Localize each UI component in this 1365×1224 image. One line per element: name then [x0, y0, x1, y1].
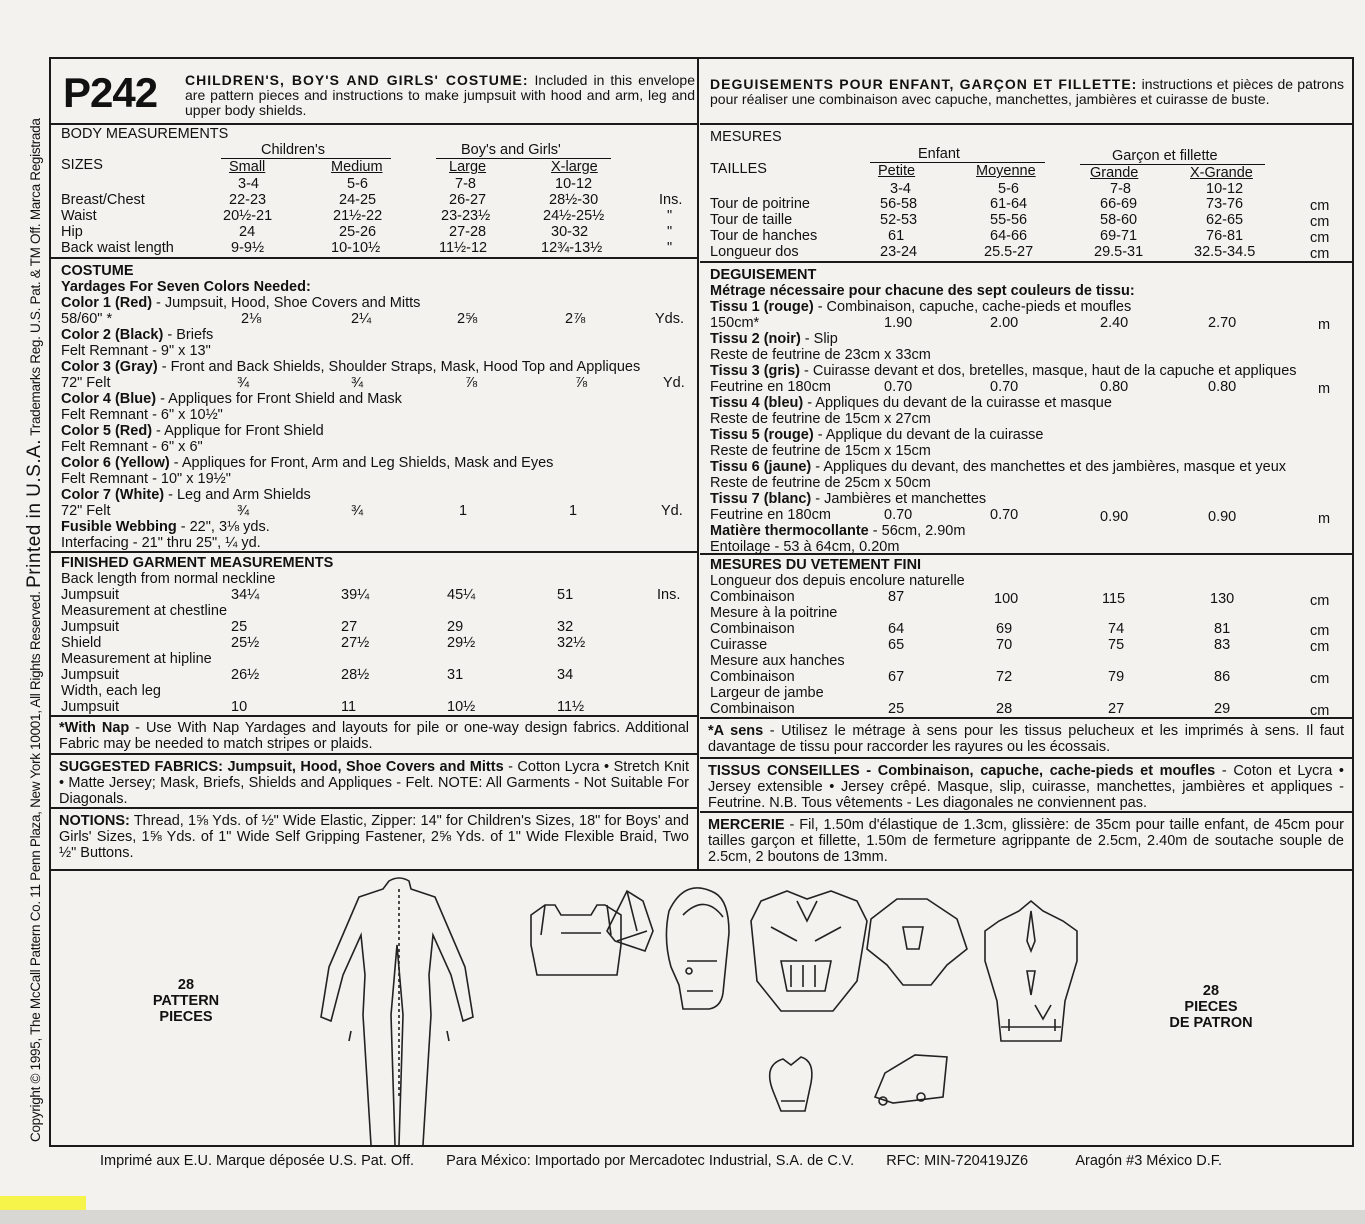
hood-sketch — [666, 888, 729, 1009]
suggested-fabrics-english: SUGGESTED FABRICS: Jumpsuit, Hood, Shoe Covers and Mitts - Cotton Lycra • Stretch Knit • Matte Jersey; Mask, Briefs, Shields and Appliques - Felt. NOTE: All Garments - Not Suitable For Diagonals. — [51, 755, 697, 809]
garment-sketches — [51, 871, 1352, 1145]
copyright-text: Copyright © 1995, The McCall Pattern Co. 11 Penn Plaza, New York 10001, All Rights Reserved. — [28, 591, 43, 1142]
size-small: Small — [229, 159, 266, 175]
french-column — [700, 59, 1352, 869]
with-nap-french: *A sens - Utilisez le métrage à sens pour les tissus pelucheux et les imprimés à sens. Il faut davantage de tissu pour raccorder les rayures ou les écossais. — [700, 719, 1352, 759]
notions-french: MERCERIE - Fil, 1.50m d'élastique de 1.3cm, glissière: de 35cm pour taille enfant, de 45cm pour tailles garçon et fillette, 1.50m de fermeture agrippante de 2.5cm, 2.40m de soutache souple de 2.5cm, 2 boutons de 13mm. — [708, 817, 1344, 865]
info-frame — [49, 57, 1354, 1147]
group-boys-girls: Boy's and Girls' — [461, 142, 561, 158]
finished-measurements-french: MESURES DU VETEMENT FINI Longueur dos depuis encolure naturelle Combinaison 87 100 115 130 cm Mesure à la poitrine Combinaison 64 69 74 81 cm Cuirasse 65 70 75 83 cm Mesure aux hanches Combinaison 67 72 79 86 cm Largeur de jambe Combinaison 25 28 27 29 cm — [700, 555, 1352, 719]
title-french: DEGUISEMENTS POUR ENFANT, GARÇON ET FILLETTE: — [710, 76, 1138, 92]
briefs-sketch — [867, 899, 967, 985]
sizes-label: SIZES — [61, 157, 103, 173]
description-french: instructions et pièces de patrons pour réaliser une combinaison avec capuche, manchettes, jambières et cuirasse de buste. — [710, 76, 1345, 107]
body-measurements-english: BODY MEASUREMENTS SIZES Children's Boy's and Girls' Small Medium Large X-large 3-4 5-6 7-8 10-12 Breast/Chest 22-23 24-25 26-27 28½-30 Ins. Waist 20½-21 21½-22 23-23½ 24½-25½ " Hip 24 25-26 27-28 30-32 " Back waist length 9-9½ 10-10½ 11½-12 12¾-13½ " — [51, 125, 697, 259]
with-nap-english: *With Nap - Use With Nap Yardages and layouts for pile or one-way design fabrics. Additional Fabric may be needed to match stripes or plaids. — [51, 717, 697, 755]
pattern-sketches — [51, 871, 1352, 1145]
footer-imprint: Imprimé aux E.U. Marque déposée U.S. Pat. Off. Para México: Importado por Mercadotec Industrial, S.A. de C.V. RFC: MIN-720419JZ6 Aragón #3 México D.F. — [100, 1153, 1223, 1169]
highlighter-mark — [0, 1196, 86, 1210]
pattern-number: P242 — [63, 69, 158, 116]
shield-sketch — [531, 891, 653, 975]
front-shield-sketch — [985, 901, 1077, 1041]
description-english: Included in this envelope are pattern pieces and instructions to make jumpsuit with hood and arm, leg and upper body shields. — [185, 72, 695, 118]
size-large: Large — [449, 159, 487, 175]
costume-yardage-english: COSTUME Yardages For Seven Colors Needed: Color 1 (Red) - Jumpsuit, Hood, Shoe Covers and Mitts 58/60" * 2⅛ 2¼ 2⅝ 2⅞ Yds. Color 2 (Black) - Briefs Felt Remnant - 9" x 13" Color 3 (Gray) - Front and Back Shields, Shoulder Straps, Mask, Hood Top and Appliques 72" Felt ¾ ¾ ⅞ ⅞ Yd. Color 4 (Blue) - Appliques for Front Shield and Mask Felt Remnant - 6" x 10½" Color 5 (Red) - Applique for Front Shield Felt Remnant - 6" x 6" Color 6 (Yellow) - Appliques for Front, Arm and Leg Shields, Mask and Eyes Felt Remnant - 10" x 19½" Color 7 (White) - Leg and Arm Shields 72" Felt ¾ ¾ 1 1 Yd. Fusible Webbing - 22", 3⅛ yds. Interfacing - 21" thru 25", ¼ yd. — [51, 259, 697, 553]
side-copyright-strip — [22, 52, 48, 1142]
costume-heading: COSTUME — [61, 263, 134, 279]
printed-in-text: Printed in U.S.A. — [24, 438, 45, 588]
suggested-fabrics-french: TISSUS CONSEILLES - Combinaison, capuche, cache-pieds et moufles - Coton et Lycra • Jersey extensible • Jersey crêpé. Masque, slip, cuirasse, manchettes, jambières et appliques - Feutrine. N.B. Tous vêtements - Les diagonales ne conviennent pas. — [700, 759, 1352, 813]
costume-yardage-french: DEGUISEMENT Métrage nécessaire pour chacune des sept couleurs de tissu: Tissu 1 (rouge) - Combinaison, capuche, cache-pieds et moufles 150cm* 1.90 2.00 2.40 2.70 m Tissu 2 (noir) - Slip Reste de feutrine de 23cm x 33cm Tissu 3 (gris) - Cuirasse devant et dos, bretelles, masque, haut de la capuche et appliques Feutrine en 180cm 0.70 0.70 0.80 0.80 m Tissu 4 (bleu) - Appliques du devant de la cuirasse et masque Reste de feutrine de 15cm x 27cm Tissu 5 (rouge) - Applique du devant de la cuirasse Reste de feutrine de 15cm x 15cm Tissu 6 (jaune) - Appliques du devant, des manchettes et des jambières, masque et yeux Reste de feutrine de 25cm x 50cm Tissu 7 (blanc) - Jambières et manchettes Feutrine en 180cm 0.70 0.70 0.90 0.90 m Matière thermocollante - 56cm, 2.90m Entoilage - 53 à 64cm, 0.20m — [700, 263, 1352, 555]
group-childrens: Children's — [261, 142, 326, 158]
notions-english: NOTIONS: Thread, 1⅝ Yds. of ½" Wide Elastic, Zipper: 14" for Children's Sizes, 18" for Boys' and Girls' Sizes, 1⅝ Yds. of 1" Wide Self Gripping Fastener, 2⅝ Yds. of 1" Wide Flexible Braid, Two ½" Buttons. — [59, 813, 689, 861]
jumpsuit-sketch — [321, 878, 473, 1145]
body-measurements-french: MESURES TAILLES Enfant Garçon et fillette Petite Moyenne Grande X-Grande 3-4 5-6 7-8 10-12 Tour de poitrine 56-58 61-64 66-69 73-76 cm Tour de taille 52-53 55-56 58-60 62-65 cm Tour de hanches 61 64-66 69-71 76-81 cm Longueur dos 23-24 25.5-27 29.5-31 32.5-34.5 cm — [700, 125, 1352, 263]
body-measurements-heading: BODY MEASUREMENTS — [61, 126, 229, 142]
scan-edge — [0, 1210, 1365, 1224]
size-xlarge: X-large — [551, 159, 598, 175]
trademark-text: Trademarks Reg. U.S. Pat. & TM Off. Marca Registrada — [28, 118, 43, 436]
title-english: CHILDREN'S, BOY'S AND GIRLS' COSTUME: — [185, 72, 529, 88]
finished-measurements-english: FINISHED GARMENT MEASUREMENTS Back length from normal neckline Jumpsuit 34¼ 39¼ 45¼ 51 Ins. Measurement at chestline Jumpsuit 25 27 29 32 Shield 25½ 27½ 29½ 32½ Measurement at hipline Jumpsuit 26½ 28½ 31 34 Width, each leg Jumpsuit 10 11 10½ 11½ — [51, 553, 697, 717]
mask-sketch — [751, 891, 867, 1011]
size-medium: Medium — [331, 159, 383, 175]
english-column — [51, 59, 699, 869]
header-english — [51, 59, 697, 125]
header-french — [700, 59, 1352, 125]
pieces-de-patron-count: 28 PIECES DE PATRON — [1169, 983, 1253, 1031]
pattern-pieces-count: 28 PATTERN PIECES — [152, 977, 220, 1025]
shoe-cover-sketch — [875, 1055, 947, 1105]
mitt-sketch — [770, 1057, 812, 1111]
